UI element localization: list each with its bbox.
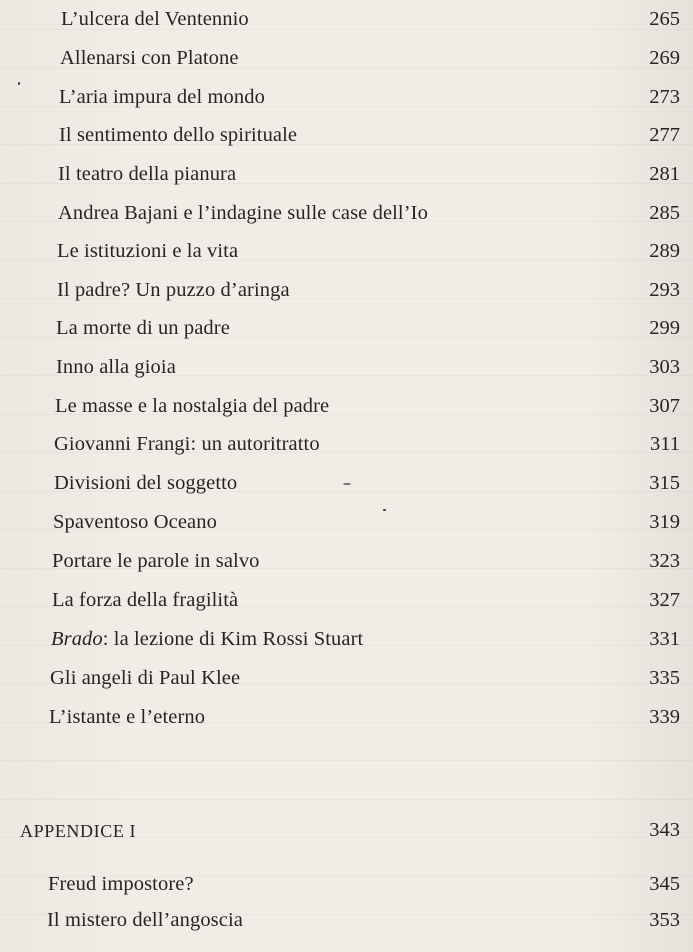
toc-entry-page: 331 (649, 628, 680, 650)
toc-entry[interactable] (0, 627, 693, 663)
toc-entry-title: Il teatro della pianura (58, 163, 237, 185)
appendix-title: APPENDICE I (20, 821, 137, 841)
toc-entry-title: Divisioni del soggetto (54, 472, 238, 494)
toc-entry[interactable] (0, 549, 693, 585)
toc-entry-title: L’ulcera del Ventennio (61, 8, 249, 30)
toc-entry[interactable] (0, 201, 693, 237)
toc-entry-page: 335 (649, 667, 680, 689)
toc-entry-page: 339 (649, 706, 680, 728)
toc-entry-page: 345 (649, 873, 680, 895)
toc-entry[interactable] (0, 908, 693, 944)
toc-entry-title: Giovanni Frangi: un autoritratto (54, 433, 320, 455)
toc-entry-page: 319 (649, 511, 680, 533)
toc-entry-title: Le istituzioni e la vita (57, 240, 239, 262)
toc-entry[interactable] (0, 394, 693, 430)
toc-entry-page: 265 (649, 8, 680, 30)
toc-entry-title: L’aria impura del mondo (59, 86, 265, 108)
toc-entry[interactable] (0, 278, 693, 314)
toc-entry-page: 285 (649, 202, 680, 224)
toc-entry-title: Portare le parole in salvo (52, 550, 260, 572)
toc-entry-title: La forza della fragilità (52, 589, 239, 611)
toc-entry-title: Le masse e la nostalgia del padre (55, 395, 330, 417)
toc-entry-page: 353 (649, 909, 680, 931)
toc-entry[interactable] (0, 123, 693, 159)
toc-entry[interactable] (0, 239, 693, 275)
toc-entry-title: Andrea Bajani e l’indagine sulle case dell’Io (58, 202, 428, 224)
toc-entry-page: 289 (649, 240, 680, 262)
toc-entry[interactable] (0, 85, 693, 121)
toc-entry[interactable] (0, 316, 693, 352)
appendix-heading[interactable] (0, 818, 693, 854)
toc-entry-title: Gli angeli di Paul Klee (50, 667, 241, 689)
toc-entry[interactable] (0, 432, 693, 468)
toc-entry-page: 307 (649, 395, 680, 417)
toc-entry[interactable] (0, 872, 693, 908)
toc-entry[interactable] (0, 588, 693, 624)
toc-entry-title: Inno alla gioia (56, 356, 176, 378)
toc-entry[interactable] (0, 471, 693, 507)
toc-entry-page: 311 (650, 433, 680, 455)
toc-entry[interactable] (0, 7, 693, 43)
toc-entry-title: Il mistero dell’angoscia (47, 909, 243, 931)
toc-entry-title: Il sentimento dello spirituale (59, 124, 298, 146)
toc-entry-title: Spaventoso Oceano (53, 511, 217, 533)
toc-entry-title-italic: Brado (51, 628, 103, 650)
toc-entry-title: Freud impostore? (48, 873, 194, 895)
toc-entry-page: 293 (649, 279, 680, 301)
toc-entry[interactable] (0, 355, 693, 391)
toc-entry[interactable] (0, 162, 693, 198)
toc-entry[interactable] (0, 705, 693, 741)
toc-entry[interactable] (0, 510, 693, 546)
toc-entry-page: 299 (649, 317, 680, 339)
toc-entry-page: 277 (649, 124, 680, 146)
toc-entry-page: 315 (649, 472, 680, 494)
toc-entry-title: Il padre? Un puzzo d’aringa (57, 279, 290, 301)
appendix-page: 343 (649, 819, 680, 841)
toc-entry-page: 327 (649, 589, 680, 611)
toc-entry-title: La morte di un padre (56, 317, 230, 339)
toc-entry-page: 273 (649, 86, 680, 108)
toc-entry[interactable] (0, 666, 693, 702)
toc-entry-title (51, 627, 363, 651)
toc-entry-page: 323 (649, 550, 680, 572)
toc-entry-page: 303 (649, 356, 680, 378)
toc-entry-page: 281 (649, 163, 680, 185)
toc-entry[interactable] (0, 46, 693, 82)
toc-entry-page: 269 (649, 47, 680, 69)
toc-entry-title-rest: : la lezione di Kim Rossi Stuart (102, 628, 364, 650)
toc-entry-title: Allenarsi con Platone (60, 47, 239, 69)
toc-entry-title: L’istante e l’eterno (49, 706, 206, 728)
